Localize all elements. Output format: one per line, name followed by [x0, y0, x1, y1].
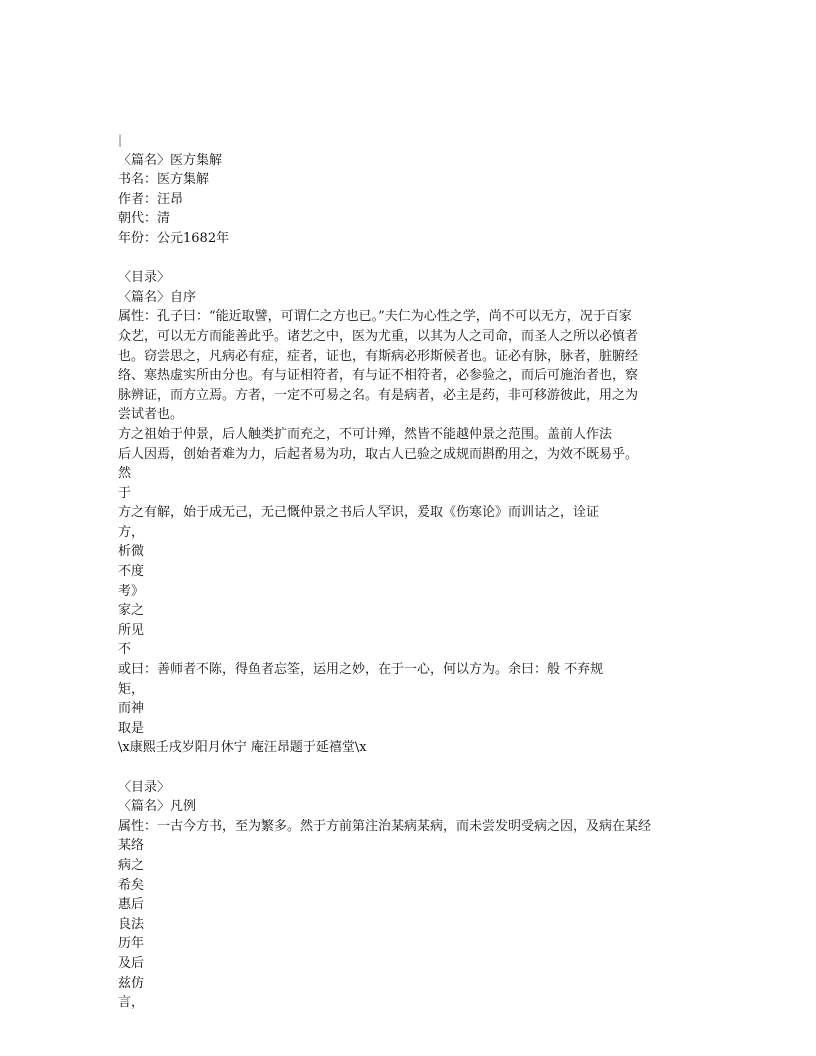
section-body [118, 817, 758, 1013]
text-line: 取是 [118, 720, 145, 736]
text-line: 后人因焉，创始者难为力，后起者易为功，取古人已验之成规而斟酌用之，为效不既易乎。 [118, 446, 639, 462]
text-line: 属性：一古今方书，至为繁多。然于方前第注治某病某病，而未尝发明受病之因，及病在某经 [118, 818, 652, 834]
text-line: 希矣 [118, 877, 145, 893]
text-line: 及后 [118, 955, 145, 971]
text-line: 言， [118, 995, 145, 1011]
text-line: 属性：孔子曰：“能近取譬，可谓仁之方也已。”夫仁为心性之学，尚不可以无方，况于百家 [118, 309, 632, 325]
text-line: 兹仿 [118, 975, 145, 991]
text-line: 所见 [118, 622, 145, 638]
text-line: 惠后 [118, 897, 145, 913]
text-line: 于 [118, 485, 132, 501]
section-preface [118, 268, 758, 758]
text-line: 众艺，可以无方而能善此乎。诸艺之中，医为尤重，以其为人之司命，而圣人之所以必慎者 [118, 328, 639, 344]
section-title: 〈篇名〉自序 [118, 289, 197, 305]
text-line: 某络 [118, 838, 145, 854]
text-cursor: | [118, 133, 123, 147]
text-line: 脉辨证，而方立焉。方者，一定不可易之名。有是病者，必主是药，非可移游彼此，用之为 [118, 387, 639, 403]
text-line: 方， [118, 524, 145, 540]
section-title: 〈篇名〉凡例 [118, 799, 197, 815]
chapter-title: 〈篇名〉医方集解 [118, 152, 223, 168]
text-line: 然 [118, 466, 132, 482]
blank-line [118, 758, 758, 778]
author: 作者：汪昂 [118, 191, 184, 207]
book-header [118, 151, 758, 249]
section-body [118, 307, 758, 758]
text-line: 不度 [118, 564, 145, 580]
text-line: 考》 [118, 583, 145, 599]
text-line: 历年 [118, 936, 145, 952]
text-line: 也。窃尝思之，凡病必有症，症者，证也，有斯病必形斯候者也。证必有脉，脉者，脏腑经 [118, 348, 639, 364]
blank-line [118, 249, 758, 269]
text-line: 尝试者也。 [118, 407, 184, 423]
text-line: 良法 [118, 916, 145, 932]
section-conventions [118, 778, 758, 1013]
dynasty: 朝代：清 [118, 211, 171, 227]
text-line: 析微 [118, 544, 145, 560]
year: 年份：公元1682年 [118, 230, 230, 246]
text-line: 方之祖始于仲景，后人触类扩而充之，不可计殚，然皆不能越仲景之范围。盖前人作法 [118, 426, 613, 442]
toc-label: 〈目录〉 [118, 779, 171, 795]
text-line: 或曰：善师者不陈，得鱼者忘筌，运用之妙，在于一心，何以方为。余曰：般 不弃规 [118, 662, 604, 678]
text-line: \x康熙壬戌岁阳月休宁 庵汪昂题于延禧堂\x [118, 740, 367, 756]
text-line: 家之 [118, 603, 145, 619]
text-line: 络、寒热虚实所由分也。有与证相符者，有与证不相符者，必参验之，而后可施治者也，察 [118, 368, 639, 384]
text-line: 而神 [118, 701, 145, 717]
document-page [118, 131, 758, 1013]
text-line: 不 [118, 642, 132, 658]
text-line: 方之有解，始于成无己，无己慨仲景之书后人罕识，爰取《伤寒论》而训诂之，诠证 [118, 505, 600, 521]
text-line: 矩， [118, 681, 145, 697]
toc-label: 〈目录〉 [118, 270, 171, 286]
text-line: 病之 [118, 857, 145, 873]
book-name: 书名：医方集解 [118, 172, 210, 188]
